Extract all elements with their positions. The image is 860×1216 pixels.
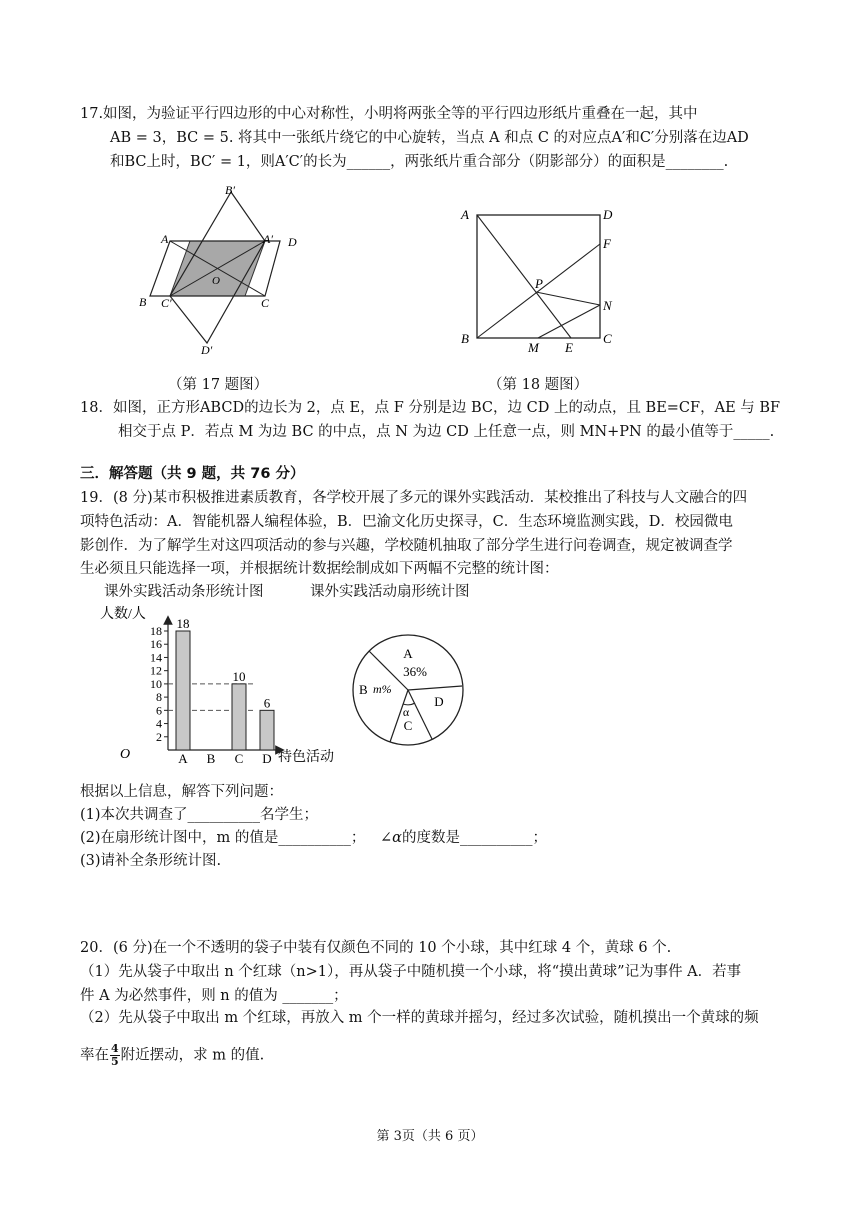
q19-line4: 生必须且只能选择一项，并根据统计数据绘制成如下两幅不完整的统计图： [80,561,559,577]
label-a: A [161,232,169,246]
label-n: N [603,298,612,313]
bar-value-label-a: 18 [176,616,190,631]
figure-17-caption: （第 17 题图） [168,377,269,393]
q19-line1: 19．(8 分)某市积极推进素质教育，各学校开展了多元的课外实践活动．某校推出了科技与人文融合的四 [80,490,748,506]
q19-part2-alpha: ∠α [380,830,402,846]
bar-c [232,684,246,750]
bar-d [260,710,274,750]
figure-18-caption: （第 18 题图） [488,377,589,393]
category-label-c: C [234,751,244,766]
q18-line1: 18．如图，正方形ABCD的边长为 2，点 E，点 F 分别是边 BC，边 CD 上的动点，且 BE=CF，AE 与 BF [80,400,781,416]
bar-a [176,631,190,750]
label-cprime: C′ [161,296,172,310]
q19-intro: 根据以上信息，解答下列问题： [80,784,283,800]
pie-chart [348,630,468,750]
label-dprime: D′ [201,343,213,357]
q20-line5 [80,1043,264,1068]
label-a: A [461,207,469,222]
fraction-4-5 [110,1043,120,1068]
q20-line2: （1）先从袋子中取出 n 个红球（n>1），再从袋子中随机摸一个小球，将“摸出黄球”记为事件 A．若事 [80,964,742,980]
origin-label: O [120,747,131,762]
y-tick-label: 14 [150,650,162,665]
y-tick-label: 12 [150,663,162,678]
pie-value-a: 36% [403,664,427,679]
section-3-heading: 三．解答题（共 9 题，共 76 分） [80,466,305,482]
slice-divider-a-d [408,686,462,690]
label-bprime: B′ [225,183,235,197]
label-m: M [528,340,539,355]
y-tick-label: 2 [156,729,162,744]
y-axis-label: 人数/人 [100,607,146,622]
pie-chart-title: 课外实践活动扇形统计图 [310,584,470,600]
y-tick-label: 10 [150,676,162,691]
figure-17 [125,180,325,360]
q20-line3: 件 A 为必然事件，则 n 的值为 _______； [80,988,348,1004]
figure-18 [455,200,625,360]
label-b: B [461,331,469,346]
label-c: C [261,296,270,310]
q19-line2: 项特色活动：A．智能机器人编程体验，B．巴渝文化历史探寻，C．生态环境监测实践，D．校园微电 [80,514,733,530]
fraction-denominator: 5 [111,1055,119,1068]
y-tick-label: 18 [150,624,162,638]
label-d: D [288,235,297,249]
q17-line2: AB = 3，BC = 5. 将其中一张纸片绕它的中心旋转，当点 A 和点 C 的对应点A′和C′分别落在边AD [110,130,749,146]
pie-value-b: m% [373,682,392,696]
q20-line4: （2）先从袋子中取出 m 个红球，再放入 m 个一样的黄球并摇匀，经过多次试验，随机摸出一个黄球的频 [80,1010,759,1026]
pie-label-d: D [434,694,444,709]
pie-label-a: A [403,646,413,661]
label-p: P [535,276,543,291]
label-e: E [565,340,573,355]
q19-part2-angle: 的度数是__________； [401,830,547,846]
label-f: F [603,236,611,251]
label-c: C [603,331,612,346]
q19-part1: (1)本次共调查了__________名学生； [80,807,319,823]
label-o: O [212,275,220,287]
category-label-d: D [262,751,272,766]
label-aprime: A′ [263,232,273,246]
q20-line5-end: 附近摆动，求 m 的值. [120,1047,265,1064]
q17-line1: 17.如图，为验证平行四边形的中心对称性，小明将两张全等的平行四边形纸片重叠在一起，其中 [80,106,698,122]
x-axis-label: 特色活动 [278,750,334,765]
q18-line2: 相交于点 P．若点 M 为边 BC 的中点，点 N 为边 CD 上任意一点，则 MN+PN 的最小值等于_____. [118,424,775,440]
q19-part2-m: (2)在扇形统计图中，m 的值是__________； [80,830,366,846]
label-d: D [603,207,613,222]
y-tick-label: 6 [156,703,162,718]
bar-value-label-c: 10 [232,668,246,684]
label-b: B [139,295,147,309]
pie-label-b: B [359,682,368,697]
y-tick-label: 4 [156,716,162,731]
q17-line3: 和BC上时，BC′ = 1，则A′C′的长为______，两张纸片重合部分（阴影部分）的面积是________. [110,154,729,170]
y-tick-label: 16 [150,637,162,652]
bar-chart [98,602,358,772]
q20-line5-start: 率在 [80,1047,109,1064]
pie-label-c: C [403,718,413,733]
q20-line1: 20．(6 分)在一个不透明的袋子中装有仅颜色不同的 10 个小球，其中红球 4 个，黄球 6 个. [80,940,672,956]
category-label-b: B [206,751,216,766]
pie-angle-alpha: α [402,705,410,719]
q19-line3: 影创作．为了解学生对这四项活动的参与兴趣，学校随机抽取了部分学生进行问卷调查，规定被调查学 [80,538,733,554]
page-footer: 第 3页（共 6 页） [376,1129,484,1144]
category-label-a: A [178,751,188,766]
fraction-numerator: 4 [111,1042,119,1055]
q19-part2 [80,829,547,847]
q19-part3: (3)请补全条形统计图. [80,853,222,869]
bar-value-label-d: 6 [263,695,271,711]
y-tick-label: 8 [156,690,162,705]
bar-chart-title: 课外实践活动条形统计图 [104,584,264,600]
